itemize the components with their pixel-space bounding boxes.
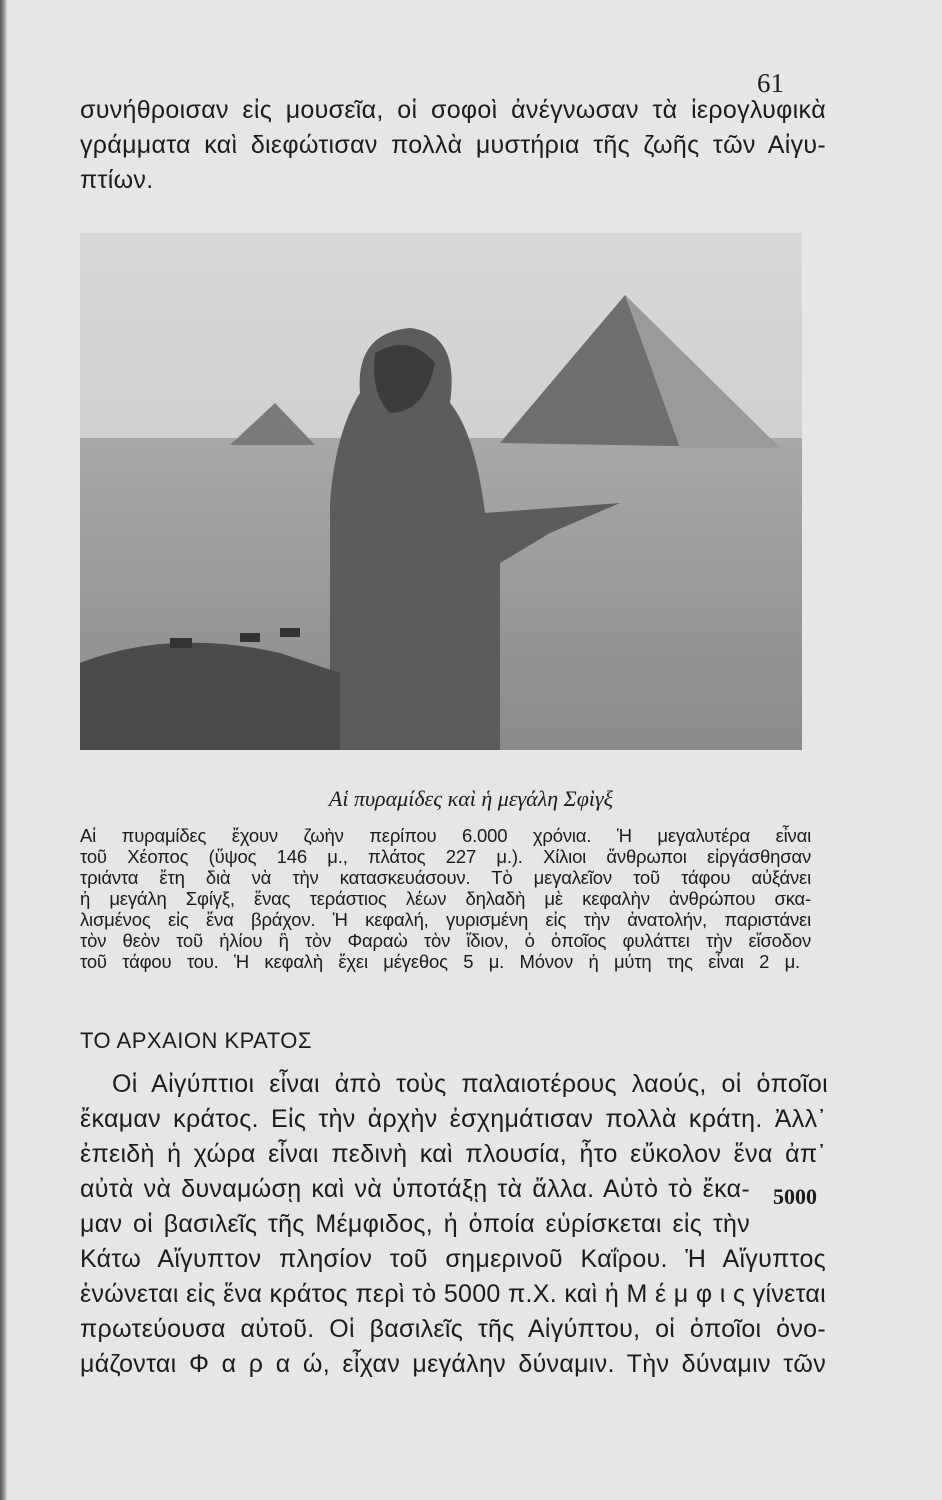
text-line: Οἱ Αἰγύπτιοι εἶναι ἀπὸ τοὺς παλαιοτέρους λαούς, οἱ ὁποῖοι: [112, 1070, 828, 1098]
caption-line: Αἱ πυραμίδες ἔχουν ζωὴν περίπου 6.000 χρόνια. Ἡ μεγαλυτέρα εἶναι: [80, 825, 811, 846]
page-number: 61: [757, 68, 784, 98]
text-line: γράμματα καὶ διεφώτισαν πολλὰ μυστήρια τῆς ζωῆς τῶν Αἰγυ-: [80, 131, 826, 159]
section-heading: ΤΟ ΑΡΧΑΙΟΝ ΚΡΑΤΟΣ: [80, 1028, 312, 1053]
caption-line: τοῦ τάφου του. Ἡ κεφαλὴ ἔχει μέγεθος 5 μ. Μόνον ἡ μύτη της εἶναι 2 μ.: [80, 951, 800, 972]
caption-line: τοῦ Χέοπος (ὕψος 146 μ., πλάτος 227 μ.). Χίλιοι ἄνθρωποι εἰργάσθησαν: [80, 846, 811, 867]
text-line: συνήθροισαν εἰς μουσεῖα, οἱ σοφοὶ ἀνέγνωσαν τὰ ἱερογλυφικὰ: [80, 96, 826, 124]
figure-caption-title: Αἱ πυραμίδες καὶ ἡ μεγάλη Σφὶγξ: [328, 786, 614, 811]
text-line: αὐτὰ νὰ δυναμώσῃ καὶ νὰ ὑποτάξῃ τὰ ἄλλα. Αὐτὸ τὸ ἔκα-: [80, 1175, 750, 1203]
scan-edge: [0, 0, 7, 1500]
text-line: Κάτω Αἴγυπτον πλησίον τοῦ σημερινοῦ Καΐρου. Ἡ Αἴγυπτος: [80, 1245, 826, 1273]
text-line: ἑνώνεται εἰς ἕνα κράτος περὶ τὸ 5000 π.Χ. καὶ ἡ Μ έ μ φ ι ς γίνεται: [80, 1280, 826, 1308]
caption-line: τὸν θεὸν τοῦ ἡλίου ἢ τὸν Φαραὼ τὸν ἴδιον, ὁ ὁποῖος φυλάττει τὴν εἴσοδον: [80, 930, 811, 951]
text-line: μάζονται Φ α ρ α ώ, εἶχαν μεγάλην δύναμιν. Τὴν δύναμιν τῶν: [80, 1350, 826, 1378]
margin-date-note: 5000: [773, 1184, 817, 1209]
caption-line: τριάντα ἔτη διὰ νὰ τὴν κατασκευάσουν. Τὸ μεγαλεῖον τοῦ τάφου αὐξάνει: [80, 867, 811, 888]
text-line: μαν οἱ βασιλεῖς τῆς Μέμφιδος, ἡ ὁποία εὑρίσκεται εἰς τὴν: [80, 1210, 750, 1238]
caption-line: λισμένος εἰς ἕνα βράχον. Ἡ κεφαλή, γυρισμένη εἰς τὴν ἀνατολήν, παριστάνει: [80, 909, 811, 930]
text-line: ἐπειδὴ ἡ χώρα εἶναι πεδινὴ καὶ πλουσία, ἦτο εὔκολον ἕνα ἀπ᾽: [80, 1140, 826, 1168]
text-line: πτίων.: [80, 166, 154, 194]
caption-line: ἡ μεγάλη Σφίγξ, ἕνας τεράστιος λέων δηλαδὴ μὲ κεφαλὴν ἀνθρώπου σκα-: [80, 888, 811, 909]
text-line: ἔκαμαν κράτος. Εἰς τὴν ἀρχὴν ἐσχημάτισαν πολλὰ κράτη. Ἀλλ᾽: [80, 1105, 826, 1133]
photo-pyramids-sphinx: [80, 233, 802, 750]
text-line: πρωτεύουσα αὐτοῦ. Οἱ βασιλεῖς τῆς Αἰγύπτου, οἱ ὁποῖοι ὀνο-: [80, 1315, 826, 1343]
